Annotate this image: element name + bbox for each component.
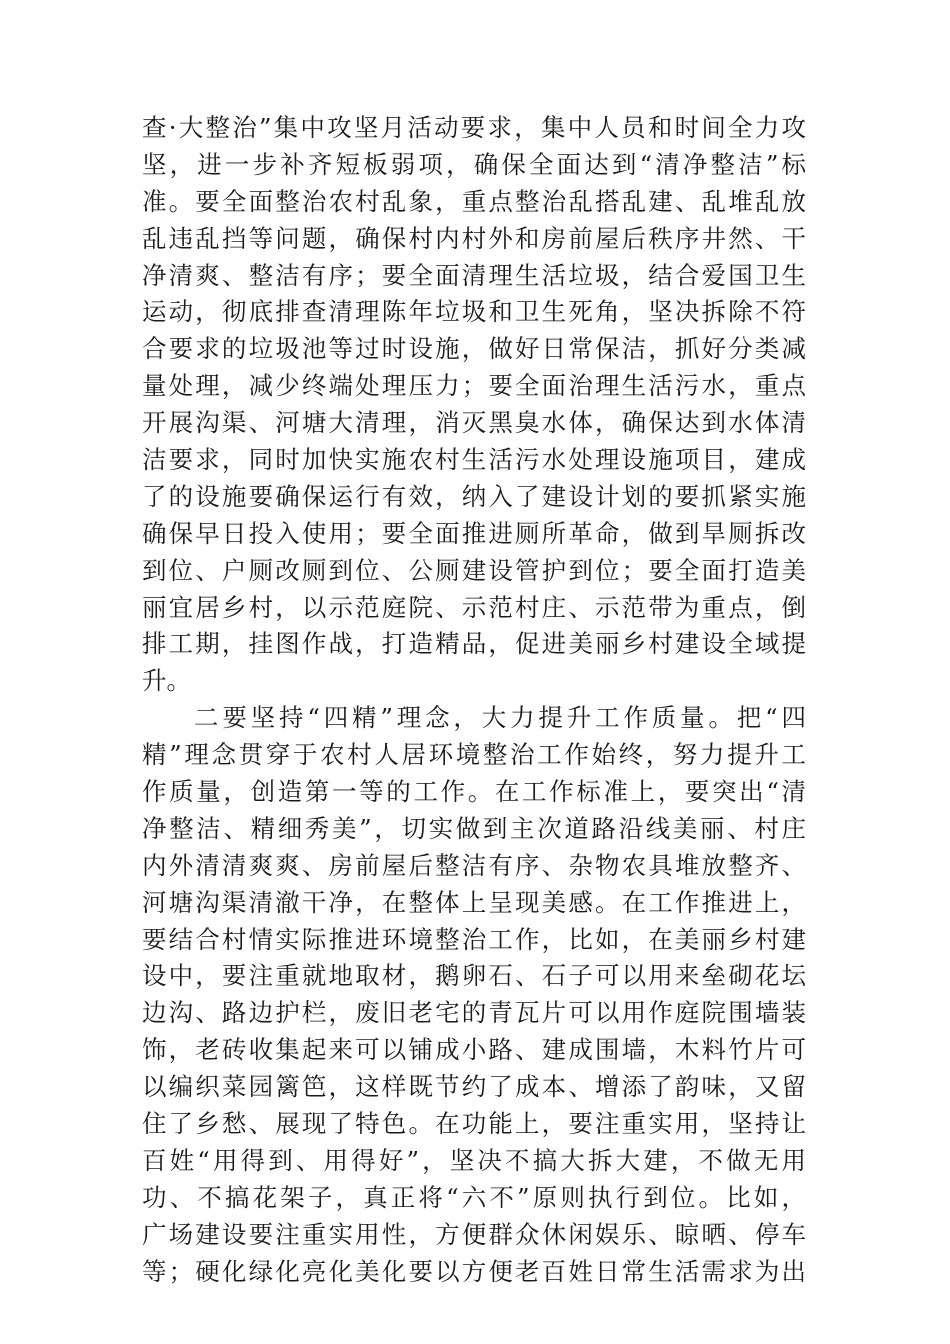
text-line: 作质量，创造第一等的工作。在工作标准上，要突出“清	[142, 777, 806, 807]
text-line: 了的设施要确保运行有效，纳入了建设计划的要抓紧实施	[142, 481, 806, 511]
text-line: 设中，要注重就地取材，鹅卵石、石子可以用来垒砌花坛	[142, 961, 806, 991]
text-line: 排工期，挂图作战，打造精品，促进美丽乡村建设全域提	[142, 629, 806, 659]
text-line: 精”理念贯穿于农村人居环境整治工作始终，努力提升工	[142, 740, 806, 770]
text-line: 边沟、路边护栏，废旧老宅的青瓦片可以用作庭院围墙装	[142, 998, 806, 1028]
text-line: 以编织菜园篱笆，这样既节约了成本、增添了韵味，又留	[142, 1072, 806, 1102]
body-text	[142, 110, 806, 1291]
text-line: 准。要全面整治农村乱象，重点整治乱搭乱建、乱堆乱放	[142, 186, 806, 216]
text-line: 升。	[142, 666, 191, 696]
text-line: 净清爽、整洁有序；要全面清理生活垃圾，结合爱国卫生	[142, 260, 806, 290]
text-line: 查·大整治”集中攻坚月活动要求，集中人员和时间全力攻	[142, 113, 806, 142]
text-line: 住了乡愁、展现了特色。在功能上，要注重实用，坚持让	[142, 1109, 806, 1139]
text-line: 功、不搞花架子，真正将“六不”原则执行到位。比如，	[142, 1182, 806, 1212]
text-line: 乱违乱挡等问题，确保村内村外和房前屋后秩序井然、干	[142, 223, 806, 253]
text-line: 河塘沟渠清澈干净，在整体上呈现美感。在工作推进上，	[142, 887, 806, 917]
text-line: 确保早日投入使用；要全面推进厕所革命，做到旱厕拆改	[142, 518, 806, 548]
text-line: 内外清清爽爽、房前屋后整洁有序、杂物农具堆放整齐、	[142, 850, 806, 880]
text-line: 合要求的垃圾池等过时设施，做好日常保洁，抓好分类减	[142, 334, 806, 364]
text-line: 净整洁、精细秀美”，切实做到主次道路沿线美丽、村庄	[142, 813, 806, 843]
text-line: 到位、户厕改厕到位、公厕建设管护到位；要全面打造美	[142, 555, 806, 585]
text-line: 要结合村情实际推进环境整治工作，比如，在美丽乡村建	[142, 924, 806, 954]
text-line: 坚，进一步补齐短板弱项，确保全面达到“清净整洁”标	[142, 149, 806, 179]
text-line: 丽宜居乡村，以示范庭院、示范村庄、示范带为重点，倒	[142, 592, 806, 622]
text-line: 运动，彻底排查清理陈年垃圾和卫生死角，坚决拆除不符	[142, 297, 806, 327]
text-line: 百姓“用得到、用得好”，坚决不搞大拆大建，不做无用	[142, 1145, 806, 1175]
text-line: 饰，老砖收集起来可以铺成小路、建成围墙，木料竹片可	[142, 1035, 806, 1065]
text-line: 广场建设要注重实用性，方便群众休闲娱乐、晾晒、停车	[142, 1219, 806, 1249]
text-line: 等；硬化绿化亮化美化要以方便老百姓日常生活需求为出	[142, 1256, 806, 1286]
text-line: 开展沟渠、河塘大清理，消灭黑臭水体，确保达到水体清	[142, 408, 806, 438]
text-line: 洁要求，同时加快实施农村生活污水处理设施项目，建成	[142, 445, 806, 475]
text-line: 量处理，减少终端处理压力；要全面治理生活污水，重点	[142, 371, 806, 401]
paragraph-start-line: 二要坚持“四精”理念，大力提升工作质量。把“四	[194, 703, 806, 733]
